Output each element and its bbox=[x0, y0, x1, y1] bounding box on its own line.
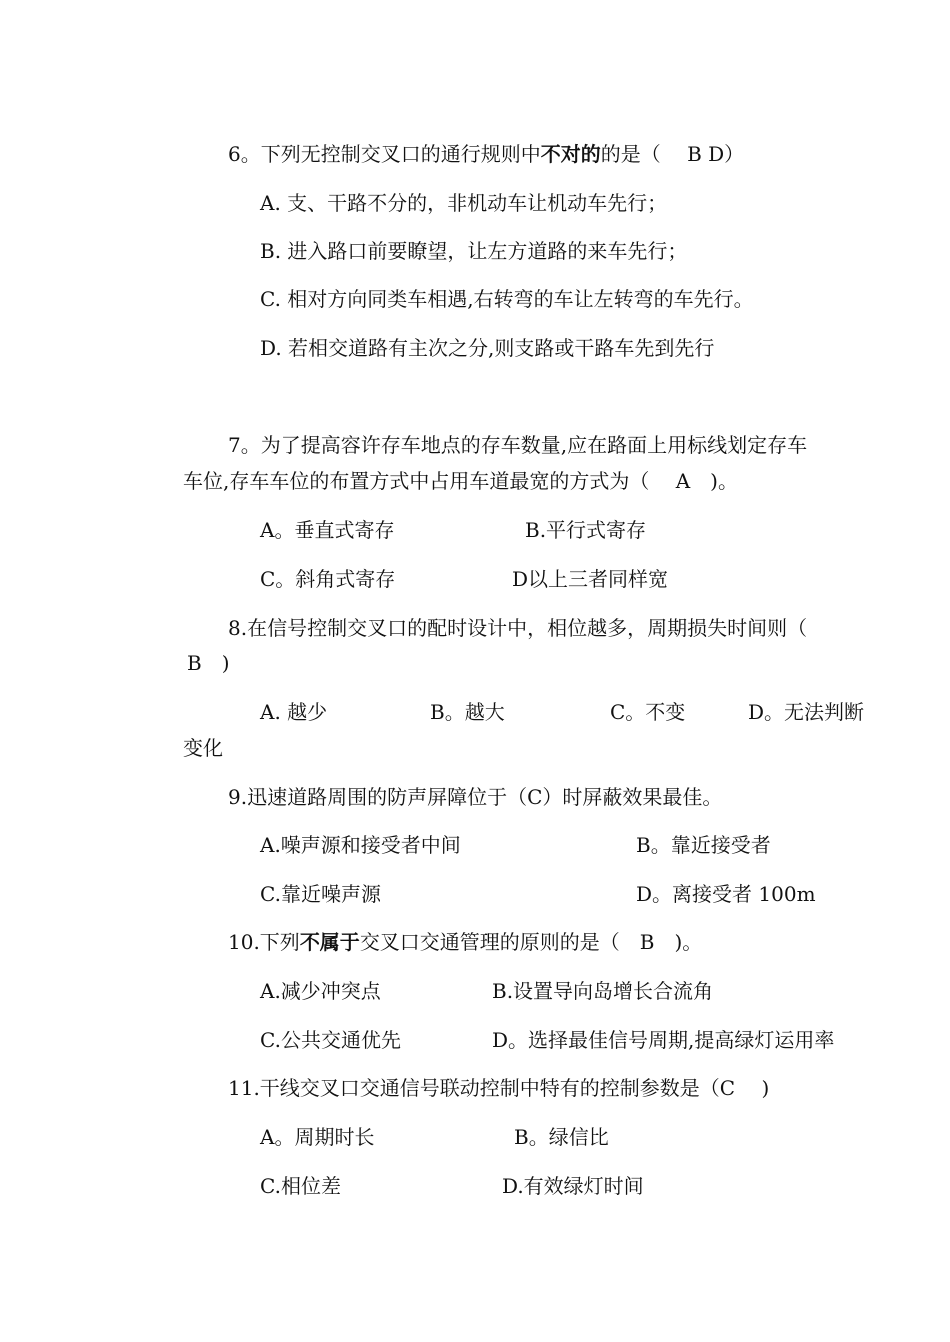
question-6-option-b: B. 进入路口前要瞭望，让左方道路的来车先行； bbox=[260, 239, 688, 263]
question-8-option-d: D。无法判断 bbox=[748, 700, 865, 724]
question-8-option-d-continuation: 变化 bbox=[183, 736, 223, 760]
question-6-stem bbox=[228, 142, 744, 166]
question-11-option-d: D.有效绿灯时间 bbox=[502, 1174, 644, 1198]
question-9-option-d: D。离接受者 100m bbox=[636, 882, 816, 906]
question-11-option-a: A。周期时长 bbox=[260, 1125, 375, 1149]
question-6-option-c: C. 相对方向同类车相遇,右转弯的车让左转弯的车先行。 bbox=[260, 287, 754, 311]
question-8-stem-line1: 8.在信号控制交叉口的配时设计中，相位越多，周期损失时间则（ bbox=[228, 616, 808, 640]
question-6-answer: 的是（ B D） bbox=[600, 142, 745, 166]
question-9-option-a: A.噪声源和接受者中间 bbox=[260, 833, 461, 857]
question-7-option-d: D以上三者同样宽 bbox=[512, 567, 669, 591]
question-6-option-d: D. 若相交道路有主次之分,则支路或干路车先到先行 bbox=[260, 336, 715, 360]
question-8-stem-line2: B ) bbox=[187, 651, 230, 675]
question-8-option-a: A. 越少 bbox=[260, 700, 328, 724]
question-8-option-b: B。越大 bbox=[430, 700, 505, 724]
question-10-option-c: C.公共交通优先 bbox=[260, 1028, 401, 1052]
question-9-option-c: C.靠近噪声源 bbox=[260, 882, 381, 906]
question-10-stem bbox=[228, 930, 702, 954]
question-7-option-b: B.平行式寄存 bbox=[525, 518, 647, 542]
question-10-answer: 交叉口交通管理的原则的是（ B )。 bbox=[359, 930, 703, 954]
question-9-stem: 9.迅速道路周围的防声屏障位于（C）时屏蔽效果最佳。 bbox=[228, 785, 723, 809]
question-10-emphasis: 不属于 bbox=[299, 930, 360, 954]
question-10-option-b: B.设置导向岛增长合流角 bbox=[492, 979, 714, 1003]
question-11-option-c: C.相位差 bbox=[260, 1174, 341, 1198]
question-7-stem-line1: 7。为了提高容许存车地点的存车数量,应在路面上用标线划定存车 bbox=[228, 433, 808, 457]
question-8-option-c: C。不变 bbox=[610, 700, 686, 724]
question-6-stem-text: 6。下列无控制交叉口的通行规则中 bbox=[228, 142, 541, 166]
question-11-option-b: B。绿信比 bbox=[514, 1125, 609, 1149]
question-7-option-a: A。垂直式寄存 bbox=[260, 518, 395, 542]
question-6-emphasis: 不对的 bbox=[540, 142, 601, 166]
question-7-stem-line2: 车位,存车车位的布置方式中占用车道最宽的方式为（ A )。 bbox=[183, 469, 738, 493]
question-9-option-b: B。靠近接受者 bbox=[636, 833, 771, 857]
question-11-stem: 11.干线交叉口交通信号联动控制中特有的控制参数是（C ) bbox=[228, 1076, 770, 1100]
question-7-option-c: C。斜角式寄存 bbox=[260, 567, 396, 591]
question-10-option-d: D。选择最佳信号周期,提高绿灯运用率 bbox=[492, 1028, 835, 1052]
question-6-option-a: A. 支、干路不分的，非机动车让机动车先行； bbox=[260, 191, 668, 215]
question-10-stem-text: 10.下列 bbox=[228, 930, 300, 954]
question-10-option-a: A.减少冲突点 bbox=[260, 979, 381, 1003]
